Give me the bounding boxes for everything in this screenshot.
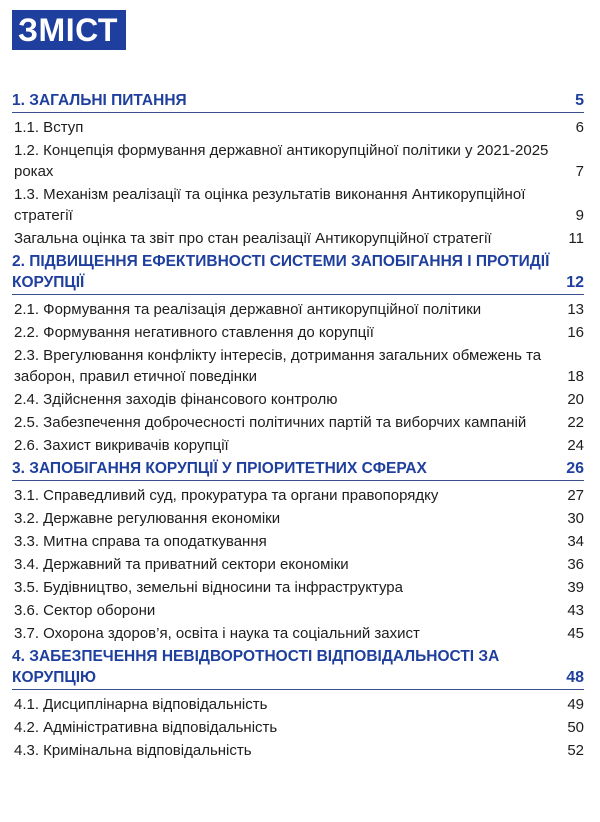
- toc-section-entry[interactable]: [12, 646, 584, 690]
- toc-entry[interactable]: [12, 740, 584, 761]
- toc-entry-page-number: 22: [567, 414, 584, 431]
- toc-entry-page-number: 49: [567, 696, 584, 713]
- toc-section-entry[interactable]: [12, 251, 584, 295]
- toc-entry-title: 2.6. Захист викривачів корупції: [14, 437, 229, 454]
- toc-entry-title: 2.1. Формування та реалізація державної антикорупційної політики: [14, 301, 482, 318]
- toc-section-entry[interactable]: [12, 458, 584, 481]
- toc-entry-page-number: 36: [567, 556, 584, 573]
- toc-entry-page-number: 43: [567, 602, 584, 619]
- toc-entry[interactable]: [12, 117, 584, 138]
- toc-entry-title: Загальна оцінка та звіт про стан реалізації Антикорупційної стратегії: [14, 230, 492, 247]
- toc-entry-page-number: 50: [567, 719, 584, 736]
- toc-entry[interactable]: [12, 345, 584, 387]
- page-title: ЗМІСТ: [12, 10, 126, 50]
- toc-entry[interactable]: [12, 299, 584, 320]
- toc-entry-page-number: 26: [566, 460, 584, 477]
- toc-entry-page-number: 34: [567, 533, 584, 550]
- toc-entry-title: 3.5. Будівництво, земельні відносини та інфраструктура: [14, 579, 403, 596]
- toc-entry-title: 2.3. Врегулювання конфлікту інтересів, дотримання загальних обмежень та заборон, правил етичної поведінки: [14, 347, 542, 385]
- toc-entry-title: 4. ЗАБЕЗПЕЧЕННЯ НЕВІДВОРОТНОСТІ ВІДПОВІДАЛЬНОСТІ ЗА КОРУПЦІЮ: [12, 648, 500, 686]
- toc-entry-title: 3.6. Сектор оборони: [14, 602, 156, 619]
- toc-entry-page-number: 39: [567, 579, 584, 596]
- toc-entry-title: 3.7. Охорона здоров’я, освіта і наука та соціальний захист: [14, 625, 420, 642]
- toc-entry-page-number: 30: [567, 510, 584, 527]
- toc-entry-page-number: 12: [566, 274, 584, 291]
- toc-entry-title: 2.4. Здійснення заходів фінансового контролю: [14, 391, 338, 408]
- toc-entry-title: 4.2. Адміністративна відповідальність: [14, 719, 278, 736]
- toc-entry-page-number: 6: [575, 119, 584, 136]
- toc-entry[interactable]: [12, 435, 584, 456]
- toc-entry-page-number: 45: [567, 625, 584, 642]
- toc-entry-title: 4.1. Дисциплінарна відповідальність: [14, 696, 268, 713]
- toc-entry[interactable]: [12, 508, 584, 529]
- toc-entry-title: 2.2. Формування негативного ставлення до корупції: [14, 324, 374, 341]
- toc-entry-title: 1.3. Механізм реалізації та оцінка результатів виконання Антикорупційної стратегії: [14, 186, 526, 224]
- table-of-contents: [12, 90, 584, 763]
- toc-entry[interactable]: [12, 485, 584, 506]
- toc-entry[interactable]: [12, 531, 584, 552]
- toc-entry-title: 3.1. Справедливий суд, прокуратура та органи правопорядку: [14, 487, 439, 504]
- toc-entry-page-number: 27: [567, 487, 584, 504]
- toc-entry-title: 4.3. Кримінальна відповідальність: [14, 742, 252, 759]
- toc-entry-title: 3.2. Державне регулювання економіки: [14, 510, 281, 527]
- toc-entry[interactable]: [12, 322, 584, 343]
- toc-entry-title: 1.1. Вступ: [14, 119, 84, 136]
- toc-entry[interactable]: [12, 600, 584, 621]
- toc-entry[interactable]: [12, 412, 584, 433]
- toc-entry-page-number: 52: [567, 742, 584, 759]
- toc-entry-page-number: 5: [575, 92, 584, 109]
- toc-entry-title: 3. ЗАПОБІГАННЯ КОРУПЦІЇ У ПРІОРИТЕТНИХ СФЕРАХ: [12, 460, 427, 477]
- toc-entry[interactable]: [12, 228, 584, 249]
- toc-entry-title: 1.2. Концепція формування державної антикорупційної політики у 2021-2025 роках: [14, 142, 549, 180]
- toc-entry[interactable]: [12, 389, 584, 410]
- toc-entry[interactable]: [12, 717, 584, 738]
- toc-entry-page-number: 7: [575, 163, 584, 180]
- toc-entry-title: 3.4. Державний та приватний сектори економіки: [14, 556, 349, 573]
- toc-entry-page-number: 18: [567, 368, 584, 385]
- toc-entry[interactable]: [12, 184, 584, 226]
- toc-entry-title: 3.3. Митна справа та оподаткування: [14, 533, 267, 550]
- toc-entry[interactable]: [12, 577, 584, 598]
- toc-entry-title: 2.5. Забезпечення доброчесності політичних партій та виборчих кампаній: [14, 414, 527, 431]
- toc-entry-title: 1. ЗАГАЛЬНІ ПИТАННЯ: [12, 92, 187, 109]
- toc-entry[interactable]: [12, 694, 584, 715]
- toc-entry-page-number: 9: [575, 207, 584, 224]
- toc-entry-page-number: 24: [567, 437, 584, 454]
- toc-section-entry[interactable]: [12, 90, 584, 113]
- toc-entry-page-number: 11: [568, 230, 584, 247]
- toc-entry-page-number: 16: [567, 324, 584, 341]
- toc-entry-page-number: 48: [566, 669, 584, 686]
- toc-entry[interactable]: [12, 623, 584, 644]
- toc-entry-page-number: 13: [567, 301, 584, 318]
- toc-entry[interactable]: [12, 140, 584, 182]
- toc-entry[interactable]: [12, 554, 584, 575]
- toc-entry-page-number: 20: [567, 391, 584, 408]
- toc-entry-title: 2. ПІДВИЩЕННЯ ЕФЕКТИВНОСТІ СИСТЕМИ ЗАПОБІГАННЯ І ПРОТИДІЇ КОРУПЦІЇ: [12, 253, 550, 291]
